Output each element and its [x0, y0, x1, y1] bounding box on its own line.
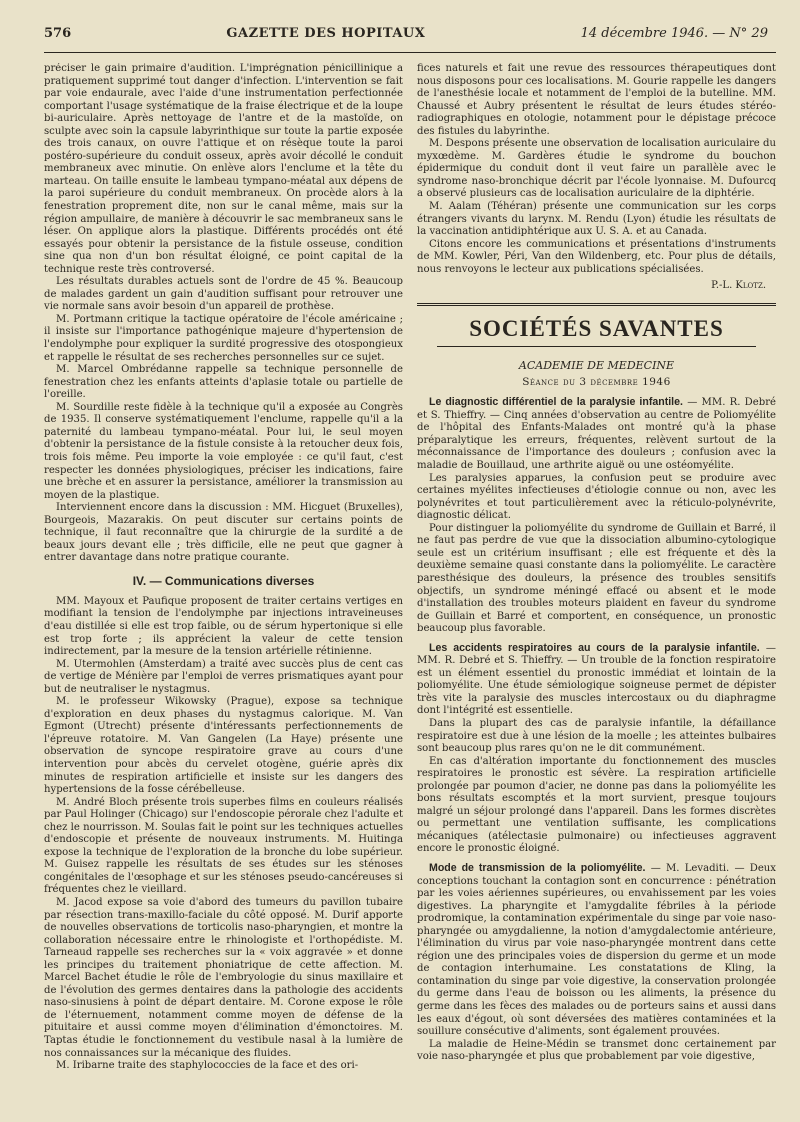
right-column	[417, 63, 776, 1103]
academie-heading: ACADEMIE DE MEDECINE	[518, 359, 675, 373]
article-paragraph	[417, 642, 776, 718]
title-underline	[437, 346, 756, 347]
columns	[44, 63, 776, 1103]
paragraph: M. Utermohlen (Amsterdam) a traité avec succès plus de cent cas de vertige de Ménière par l'emploi de verres prismatiques ayant pour but de neutraliser le nystagmus.	[44, 658, 403, 695]
article-title: Les accidents respiratoires au cours de la paralysie infantile.	[429, 641, 760, 654]
paragraph: Dans la plupart des cas de paralysie infantile, la défaillance respiratoire est due à une lésion de la moelle ; les atteintes bulbaires sont beaucoup plus rares qu'on ne le dit communément.	[417, 717, 776, 755]
issue-date: 14 décembre 1946. — N° 29	[580, 26, 768, 41]
paragraph: La maladie de Heine-Médin se transmet donc certainement par voie naso-pharyngée et plus que probablement par voie digestive,	[417, 1038, 776, 1063]
article-text: — Deux conceptions touchant la contagion sont en concurrence : pénétration par les voies aériennes supérieures, ou envahissement par les voies digestives. La pharyngite et l'amygdalite fébriles à la période prodromique, la contamination expérimentale du singe par voie naso-pharyngée ou amygdalienne, la notion d'amygdalectomie antérieure, l'élimination du virus par voie naso-pharyngée montrent dans cette région une des principales voies de dispersion du germe et un mode de contagion interhumaine. Les constatations de Kling, la contamination du singe par voie digestive, la conservation prolongée du germe dans l'eau de boisson ou les aliments, la présence du germe dans les fèces des malades ou de porteurs sains et aussi dans les eaux d'égout, où sont déversées des matières contaminées et la souillure consécutive d'aliments, sont également prouvées.	[417, 862, 776, 1038]
section-divider	[417, 303, 776, 306]
left-column	[44, 63, 403, 1103]
paragraph: MM. Mayoux et Paufique proposent de traiter certains vertiges en modifiant la tension de l'endolymphe par injections intraveineuses d'eau distillée si elle est trop faible, ou de sérum hypertonique si elle est trop forte ; ils apprécient la valeur de cette tension indirectement, par la mesure de la tension artérielle rétinienne.	[44, 595, 403, 658]
paragraph: M. Marcel Ombrédanne rappelle sa technique personnelle de fenestration chez les enfants atteints d'aplasie totale ou partielle de l'oreille.	[44, 364, 403, 401]
paragraph: M. Portmann critique la tactique opératoire de l'école américaine ; il insiste sur l'importance pathogénique majeure d'hypertension de l'endolymphe pour expliquer la surdité progressive des otospongieux et rappelle le résultat de ses recherches personnelles sur ce sujet.	[44, 313, 403, 363]
article-title: Le diagnostic différentiel de la paralysie infantile.	[429, 396, 683, 409]
article-paragraph	[417, 396, 776, 472]
paragraph: M. Iribarne traite des staphylococcies de la face et des ori-	[56, 1060, 359, 1072]
seance-date: Séance du 3 décembre 1946	[522, 376, 671, 389]
journal-title: GAZETTE DES HOPITAUX	[226, 26, 426, 41]
paragraph: Les résultats durables actuels sont de l'ordre de 45 %. Beaucoup de malades gardent un gain d'audition suffisant pour retrouver une vie normale sans avoir besoin d'un appareil de prothèse.	[44, 276, 403, 313]
paragraph: Pour distinguer la poliomyélite du syndrome de Guillain et Barré, il ne faut pas perdre de vue que la dissociation albumino-cytologique seule est un critérium insuffisant ; elle est fréquente et dès la deuxième semaine quasi constante dans la poliomyélite. Le caractère paresthésique des douleurs, la présence des troubles sensitifs objectifs, un syndrome méningé effacé ou absent et le mode d'installation des troubles moteurs plaident en faveur du syndrome de Guillain et Barré et comportent, en conséquence, un pronostic beaucoup plus favorable.	[417, 522, 776, 635]
paragraph: M. le professeur Wikowsky (Prague), expose sa technique d'exploration en deux phases du nystagmus calorique. M. Van Egmont (Utrecht) présente d'intéressants perfectionnements de l'épreuve rotatoire. M. Van Gangelen (La Haye) présente une observation de syncope respiratoire grave au cours d'une intervention pour abcès du cervelet otogène, guérie après dix minutes de respiration artificielle et insiste sur les dangers des hypertensions de la fosse cérébelleuse.	[44, 696, 403, 796]
paragraph: M. Despons présente une observation de localisation auriculaire du myxœdème. M. Gardères étudie le syndrome du bouchon épidermique du conduit dont il veut faire un parallèle avec le syndrome naso-bronchique décrit par l'école lyonnaise. M. Dufourcq a observé plusieurs cas de localisation auriculaire de la diphtérie.	[417, 138, 776, 200]
paragraph: Interviennent encore dans la discussion : MM. Hicguet (Bruxelles), Bourgeois, Mazarakis. On peut discuter sur certains points de technique, il faut reconnaître que la chirurgie de la surdité a de beaux jours devant elle ; très difficile, elle ne peut que gagner à entrer davantage dans notre pratique courante.	[44, 502, 403, 564]
paragraph: Les paralysies apparues, la confusion peut se produire avec certaines myélites infectieuses d'étiologie connue ou non, avec les polynévrites et tout particulièrement avec la réticulo-polynévrite, diagnostic délicat.	[417, 472, 776, 522]
header-rule	[44, 52, 776, 53]
paragraph: En cas d'altération importante du fonctionnement des muscles respiratoires le pronostic est sévère. La respiration artificielle prolongée par poumon d'acier, ne donne pas dans la poliomyélite les bons résultats escomptés et la mort survient, presque toujours malgré un séjour prolongé dans l'appareil. Dans les formes discrètes ou permettant une ventilation suffisante, les complications mécaniques (atélectasie pulmonaire) ou infectieuses aggravent encore le pronostic éloigné.	[417, 755, 776, 855]
article-authors: — M. Levaditi.	[650, 862, 730, 874]
article-text: — Un trouble de la fonction respiratoire est un élément essentiel du pronostic immédiat et lointain de la poliomyélite. Une étude sémiologique soigneuse permet de dépister très vite la paralysie des muscles intercostaux ou du diaphragme dont l'intégrité est essentielle.	[417, 655, 776, 717]
article-text: — Cinq années d'observation au centre de Poliomyélite de l'hôpital des Enfants-Malades ont montré qu'à la phase préparalytique les erreurs, fréquentes, relèvent surtout de la méconnaissance de l'importance des douleurs ; confusion avec la maladie de Bouillaud, une arthrite aiguë ou une ostéomyélite.	[417, 409, 776, 472]
paragraph: M. André Bloch présente trois superbes films en couleurs réalisés par Paul Holinger (Chicago) sur l'endoscopie pérorale chez l'adulte et chez le nourrisson. M. Soulas fait le point sur les techniques actuelles d'endoscopie et présente de nouveaux instruments. M. Huitinga expose la technique de l'exploration de la bronche du lobe supérieur. M. Guisez rappelle les résultats de ses études sur les sténoses congénitales de l'œsophage et sur les sténoses pseudo-cancéreuses si fréquentes chez le vieillard.	[44, 796, 403, 896]
paragraph: Citons encore les communications et présentations d'instruments de MM. Kowler, Péri, Van den Wildenberg, etc. Pour plus de détails, nous renvoyons le lecteur aux publications spécialisées.	[417, 238, 776, 275]
article-title: Mode de transmission de la poliomyélite.	[429, 861, 646, 874]
societes-savantes-title: SOCIÉTÉS SAVANTES	[469, 316, 724, 342]
paragraph: M. Jacod expose sa voie d'abord des tumeurs du pavillon tubaire par résection trans-maxillo-faciale du côté opposé. M. Durif apporte de nouvelles observations de torticolis naso-pharyngien, et montre la collaboration nécessaire entre le rhinologiste et l'orthopédiste. M. Tarneaud rappelle ses recherches sur la « voix aggravée » et donne les principes du traitement phoniatrique de cette affection. M. Marcel Bachet étudie le rôle de l'embryologie du sinus maxillaire et de l'évolution des germes dentaires dans la pathologie des accidents naso-sinusiens à point de départ dentaire. M. Corone expose le rôle de l'éternuement, notamment comme moyen de défense de la pituitaire et aussi comme moyen d'élimination d'émonctoires. M. Taptas étudie le fonctionnement du vestibule nasal à la lumière de nos connaissances sur la mécanique des fluides.	[44, 897, 403, 1059]
paragraph: M. Sourdille reste fidèle à la technique qu'il a exposée au Congrès de 1935. Il conserve systématiquement l'enclume, rappelle qu'il a la paternité du lambeau tympano-méatal. Pour lui, le seul moyen d'obtenir la persistance de la fistule consiste à la retoucher deux fois, trois fois même. Peu importe la voie employée : ce qu'il faut, c'est respecter les données physiologiques, préciser les indications, faire une brèche et en assurer la persistance, améliorer la transmission au moyen de la plastique.	[44, 401, 403, 501]
article-authors: — MM. R. Debré et S. Thieffry.	[417, 642, 776, 667]
section-heading: IV. — Communications diverses	[132, 573, 315, 588]
article-paragraph	[417, 862, 776, 1039]
article-authors: — MM. R. Debré et S. Thieffry.	[417, 397, 776, 421]
running-header	[44, 26, 776, 50]
author-signature: P.-L. Klotz.	[711, 280, 766, 292]
paragraph: fices naturels et fait une revue des ressources thérapeutiques dont nous disposons pour ces localisations. M. Gourie rappelle les dangers de l'anesthésie locale et notamment de l'emploi de la butelline. MM. Chaussé et Aubry présentent le résultat de leurs études stéréo-radiographiques en otologie, notamment pour le dépistage précoce des fistules du labyrinthe.	[417, 63, 776, 137]
paragraph: préciser le gain primaire d'audition. L'imprégnation pénicillinique a pratiquement supprimé tout danger d'infection. L'intervention se fait par voie endaurale, avec l'aide d'une instrumentation perfectionnée comportant l'usage systématique de la fraise électrique et de la loupe bi-auriculaire. Après nettoyage de l'antre et de la mastoïde, on sculpte avec soin la capsule labyrinthique sur toute la partie exposée des trois canaux, on ouvre l'attique et on résèque toute la paroi postéro-supérieure du conduit osseux, après avoir décollé le conduit membraneux avec minutie. On enlève alors l'enclume et la tête du marteau. On taille ensuite le lambeau tympano-méatal aux dépens de la paroi supérieure du conduit membraneux. On procède alors à la fenestration proprement dite, non sur le canal même, mais sur la région ampullaire, de manière à découvrir le sac membraneux sans le léser. On applique alors la plastique. Différents procédés ont été essayés pour obtenir la persistance de la fistule osseuse, condition sine qua non d'un bon résultat éloigné, ce point capital de la technique reste très controversé.	[44, 63, 403, 275]
paragraph: M. Aalam (Téhéran) présente une communication sur les corps étrangers vivants du larynx. M. Rendu (Lyon) étudie les résultats de la vaccination antidiphtérique aux U. S. A. et au Canada.	[417, 201, 776, 238]
page-number: 576	[44, 26, 72, 41]
